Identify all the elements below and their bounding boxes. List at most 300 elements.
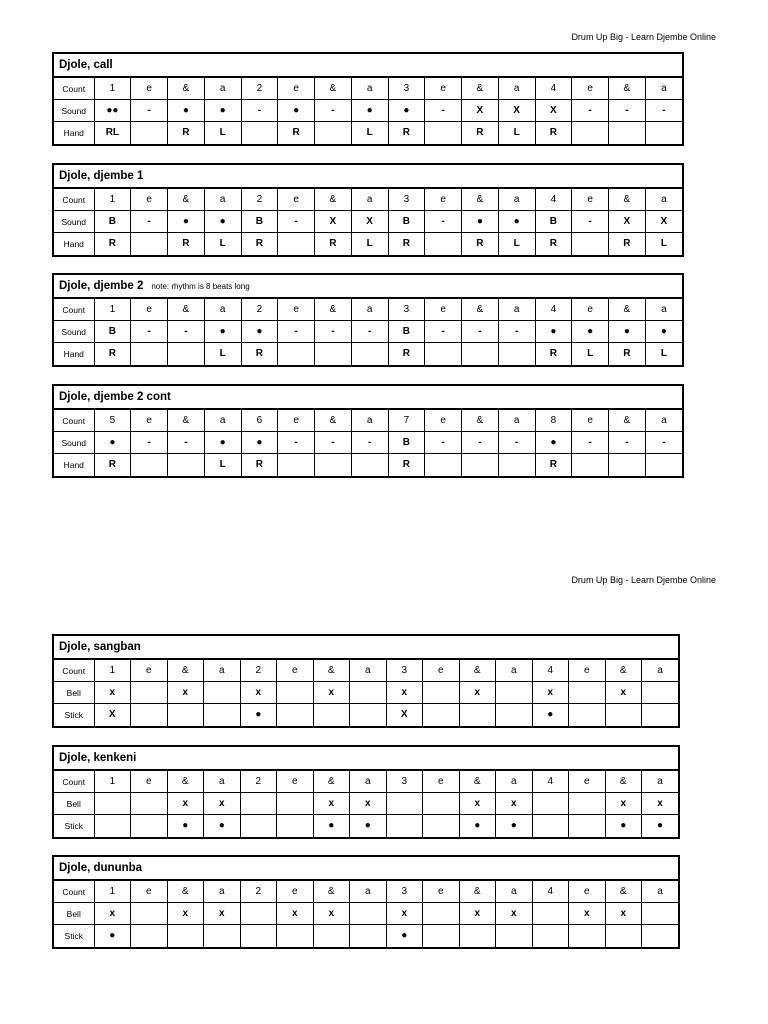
beat-cell: e	[572, 189, 609, 211]
beat-cell: ●	[204, 432, 241, 454]
beat-cell: B	[388, 211, 425, 233]
beat-cell: &	[167, 771, 204, 793]
beat-cell: 1	[94, 189, 131, 211]
beat-cell	[496, 704, 533, 726]
rhythm-table-djembe-2	[52, 273, 684, 367]
beat-cell: a	[642, 881, 679, 903]
table-note: note: rhythm is 8 beats long	[151, 282, 250, 291]
row-label: Count	[54, 410, 94, 432]
row-label: Stick	[54, 815, 94, 837]
row-label: Bell	[54, 793, 94, 815]
beat-cell: a	[204, 410, 241, 432]
beat-cell: X	[315, 211, 352, 233]
beat-cell	[569, 682, 606, 704]
beat-cell	[425, 233, 462, 255]
beat-cell: -	[462, 321, 499, 343]
beat-cell: 2	[241, 299, 278, 321]
beat-cell: ●	[496, 815, 533, 837]
beat-cell	[498, 343, 535, 365]
beat-cell: 4	[535, 78, 572, 100]
beat-cell: e	[425, 78, 462, 100]
beat-cell: x	[496, 903, 533, 925]
beat-cell: a	[642, 660, 679, 682]
beat-cell: X	[94, 704, 131, 726]
beat-cell: ●	[167, 815, 204, 837]
beat-cell: x	[459, 903, 496, 925]
beat-cell: 2	[240, 771, 277, 793]
beat-cell: a	[645, 78, 682, 100]
beat-cell	[425, 454, 462, 476]
beat-cell: -	[462, 432, 499, 454]
beat-cell	[350, 925, 387, 947]
beat-cell: -	[351, 432, 388, 454]
beat-cell	[315, 343, 352, 365]
beat-cell: &	[462, 299, 499, 321]
beat-cell	[168, 454, 205, 476]
beat-cell: X	[498, 100, 535, 122]
beat-cell: a	[496, 881, 533, 903]
beat-cell	[313, 925, 350, 947]
beat-cell: L	[351, 233, 388, 255]
beat-cell: x	[569, 903, 606, 925]
beat-cell: RL	[94, 122, 131, 144]
beat-cell	[532, 793, 569, 815]
beat-cell: x	[532, 682, 569, 704]
beat-cell: R	[241, 233, 278, 255]
beat-cell	[277, 793, 314, 815]
beat-cell	[532, 925, 569, 947]
row-label: Stick	[54, 704, 94, 726]
beat-cell: 1	[94, 299, 131, 321]
beat-cell: &	[605, 660, 642, 682]
beat-cell	[131, 903, 168, 925]
beat-cell: e	[131, 78, 168, 100]
row-label: Sound	[54, 100, 94, 122]
beat-cell: &	[459, 771, 496, 793]
beat-cell	[605, 704, 642, 726]
beat-cell	[423, 815, 460, 837]
beat-cell: x	[204, 903, 241, 925]
rhythm-table-dununba	[52, 855, 680, 949]
rhythm-table-kenkeni	[52, 745, 680, 839]
beat-cell: 3	[388, 299, 425, 321]
beat-cell	[350, 682, 387, 704]
beat-cell: &	[609, 299, 646, 321]
beat-cell: a	[204, 771, 241, 793]
beat-cell	[350, 704, 387, 726]
beat-cell: x	[459, 793, 496, 815]
beat-cell: e	[278, 299, 315, 321]
beat-cell: R	[388, 454, 425, 476]
beat-cell: e	[423, 660, 460, 682]
beat-cell: R	[388, 233, 425, 255]
beat-cell: 3	[388, 78, 425, 100]
beat-cell: e	[425, 410, 462, 432]
table-title-text: Djole, djembe 1	[59, 170, 144, 182]
beat-cell: 3	[386, 771, 423, 793]
beat-cell: ●	[204, 211, 241, 233]
beat-cell	[642, 925, 679, 947]
beat-cell: X	[386, 704, 423, 726]
beat-cell: L	[204, 122, 241, 144]
beat-cell: a	[498, 299, 535, 321]
beat-cell: 4	[535, 189, 572, 211]
beat-cell	[131, 233, 168, 255]
beat-cell: 4	[535, 299, 572, 321]
beat-cell	[642, 704, 679, 726]
beat-cell: -	[425, 321, 462, 343]
beat-cell: x	[240, 682, 277, 704]
beat-cell: R	[94, 233, 131, 255]
row-label: Count	[54, 771, 94, 793]
beat-cell: &	[315, 299, 352, 321]
beat-cell: &	[168, 189, 205, 211]
beat-cell: ●●	[94, 100, 131, 122]
beat-cell: L	[204, 454, 241, 476]
beat-cell: B	[388, 321, 425, 343]
table-title	[54, 636, 678, 659]
table-title	[54, 275, 682, 298]
beat-cell: &	[313, 881, 350, 903]
beat-cell: R	[168, 233, 205, 255]
beat-cell: -	[131, 321, 168, 343]
rhythm-grid	[54, 659, 678, 726]
beat-cell: a	[645, 410, 682, 432]
beat-cell	[645, 454, 682, 476]
row-sound	[54, 432, 682, 454]
row-count	[54, 78, 682, 100]
beat-cell: x	[167, 682, 204, 704]
beat-cell: a	[350, 881, 387, 903]
beat-cell: R	[388, 343, 425, 365]
table-title-text: Djole, djembe 2	[59, 280, 144, 292]
beat-cell	[240, 903, 277, 925]
beat-cell: -	[131, 211, 168, 233]
beat-cell: ●	[605, 815, 642, 837]
row-label: Count	[54, 78, 94, 100]
beat-cell: ●	[168, 100, 205, 122]
beat-cell: e	[423, 881, 460, 903]
row-sound	[54, 211, 682, 233]
beat-cell: &	[315, 78, 352, 100]
beat-cell: &	[462, 189, 499, 211]
beat-cell	[277, 682, 314, 704]
beat-cell: &	[605, 881, 642, 903]
beat-cell	[645, 122, 682, 144]
row-label: Hand	[54, 233, 94, 255]
beat-cell: -	[498, 321, 535, 343]
row-hand	[54, 343, 682, 365]
beat-cell: 4	[532, 881, 569, 903]
beat-cell: x	[605, 903, 642, 925]
beat-cell	[425, 343, 462, 365]
table-title-text: Djole, dununba	[59, 862, 143, 874]
beat-cell: a	[204, 660, 241, 682]
beat-cell: a	[351, 410, 388, 432]
row-count	[54, 771, 678, 793]
beat-cell: x	[605, 682, 642, 704]
beat-cell: -	[425, 211, 462, 233]
beat-cell	[386, 815, 423, 837]
beat-cell: L	[204, 343, 241, 365]
table-title-text: Djole, djembe 2 cont	[59, 391, 171, 403]
beat-cell	[609, 122, 646, 144]
beat-cell: x	[94, 682, 131, 704]
beat-cell	[423, 903, 460, 925]
row-label: Sound	[54, 211, 94, 233]
beat-cell: e	[572, 299, 609, 321]
beat-cell: a	[645, 299, 682, 321]
beat-cell: e	[278, 78, 315, 100]
beat-cell: B	[388, 432, 425, 454]
beat-cell: &	[313, 771, 350, 793]
beat-cell: a	[498, 189, 535, 211]
beat-cell: R	[94, 454, 131, 476]
beat-cell: X	[609, 211, 646, 233]
beat-cell	[240, 925, 277, 947]
beat-cell	[204, 682, 241, 704]
page-header-1: Drum Up Big - Learn Djembe Online	[571, 32, 716, 42]
beat-cell: e	[131, 771, 168, 793]
beat-cell: ●	[204, 815, 241, 837]
beat-cell: ●	[313, 815, 350, 837]
beat-cell	[423, 682, 460, 704]
beat-cell	[462, 343, 499, 365]
rhythm-grid	[54, 77, 682, 144]
beat-cell: e	[425, 299, 462, 321]
beat-cell: -	[572, 432, 609, 454]
beat-cell: R	[241, 343, 278, 365]
beat-cell: 1	[94, 660, 131, 682]
beat-cell	[496, 925, 533, 947]
beat-cell: x	[313, 793, 350, 815]
row-label: Hand	[54, 122, 94, 144]
beat-cell: &	[167, 881, 204, 903]
table-title	[54, 386, 682, 409]
row-bell	[54, 793, 678, 815]
beat-cell: ●	[535, 432, 572, 454]
beat-cell: L	[204, 233, 241, 255]
row-sound	[54, 321, 682, 343]
beat-cell: 1	[94, 78, 131, 100]
table-title-text: Djole, call	[59, 59, 113, 71]
beat-cell: R	[278, 122, 315, 144]
rhythm-grid	[54, 880, 678, 947]
rhythm-table-call	[52, 52, 684, 146]
table-title	[54, 747, 678, 770]
beat-cell: &	[315, 189, 352, 211]
beat-cell: L	[498, 122, 535, 144]
beat-cell	[572, 122, 609, 144]
beat-cell: x	[277, 903, 314, 925]
beat-cell	[278, 454, 315, 476]
rhythm-table-djembe-2-cont	[52, 384, 684, 478]
beat-cell: L	[645, 343, 682, 365]
beat-cell	[131, 122, 168, 144]
beat-cell	[315, 454, 352, 476]
beat-cell: a	[204, 78, 241, 100]
beat-cell: -	[645, 100, 682, 122]
beat-cell: -	[278, 211, 315, 233]
beat-cell	[204, 925, 241, 947]
row-bell	[54, 682, 678, 704]
beat-cell: ●	[642, 815, 679, 837]
beat-cell: x	[167, 903, 204, 925]
beat-cell: &	[609, 78, 646, 100]
beat-cell: -	[609, 100, 646, 122]
beat-cell	[609, 454, 646, 476]
beat-cell: ●	[572, 321, 609, 343]
beat-cell: X	[462, 100, 499, 122]
beat-cell: -	[351, 321, 388, 343]
beat-cell	[532, 903, 569, 925]
beat-cell: 8	[535, 410, 572, 432]
beat-cell: a	[350, 771, 387, 793]
beat-cell: 3	[386, 881, 423, 903]
beat-cell	[277, 815, 314, 837]
beat-cell: ●	[388, 100, 425, 122]
beat-cell: -	[572, 100, 609, 122]
beat-cell: ●	[645, 321, 682, 343]
beat-cell: X	[535, 100, 572, 122]
beat-cell: R	[241, 454, 278, 476]
beat-cell: R	[535, 343, 572, 365]
row-stick	[54, 704, 678, 726]
beat-cell: e	[572, 78, 609, 100]
beat-cell: a	[204, 299, 241, 321]
beat-cell: ●	[94, 925, 131, 947]
beat-cell: a	[351, 78, 388, 100]
beat-cell: R	[535, 122, 572, 144]
beat-cell: ●	[459, 815, 496, 837]
beat-cell: e	[572, 410, 609, 432]
beat-cell: e	[569, 771, 606, 793]
rhythm-table-sangban	[52, 634, 680, 728]
beat-cell: ●	[241, 432, 278, 454]
beat-cell: a	[496, 771, 533, 793]
beat-cell	[642, 903, 679, 925]
beat-cell	[204, 704, 241, 726]
beat-cell: e	[423, 771, 460, 793]
row-label: Bell	[54, 903, 94, 925]
beat-cell: e	[131, 881, 168, 903]
beat-cell: a	[645, 189, 682, 211]
beat-cell: 2	[241, 78, 278, 100]
rhythm-grid	[54, 770, 678, 837]
rhythm-grid	[54, 409, 682, 476]
beat-cell: a	[642, 771, 679, 793]
beat-cell	[131, 454, 168, 476]
beat-cell: 3	[388, 189, 425, 211]
row-stick	[54, 925, 678, 947]
rhythm-grid	[54, 298, 682, 365]
beat-cell: X	[351, 211, 388, 233]
beat-cell: R	[609, 343, 646, 365]
beat-cell: ●	[278, 100, 315, 122]
beat-cell	[569, 925, 606, 947]
beat-cell: x	[605, 793, 642, 815]
beat-cell: a	[498, 78, 535, 100]
beat-cell: 4	[532, 660, 569, 682]
beat-cell: e	[569, 881, 606, 903]
beat-cell: -	[425, 432, 462, 454]
beat-cell: &	[315, 410, 352, 432]
beat-cell: &	[167, 660, 204, 682]
beat-cell	[168, 343, 205, 365]
beat-cell: x	[386, 903, 423, 925]
beat-cell	[386, 793, 423, 815]
beat-cell: &	[168, 78, 205, 100]
row-count	[54, 410, 682, 432]
beat-cell: ●	[204, 100, 241, 122]
beat-cell: a	[496, 660, 533, 682]
beat-cell	[425, 122, 462, 144]
beat-cell	[240, 793, 277, 815]
beat-cell: &	[462, 410, 499, 432]
beat-cell: -	[278, 321, 315, 343]
beat-cell: ●	[609, 321, 646, 343]
beat-cell: 1	[94, 881, 131, 903]
beat-cell: &	[313, 660, 350, 682]
beat-cell: -	[498, 432, 535, 454]
beat-cell: ●	[350, 815, 387, 837]
beat-cell	[350, 903, 387, 925]
beat-cell: L	[645, 233, 682, 255]
beat-cell: L	[498, 233, 535, 255]
beat-cell: &	[609, 189, 646, 211]
beat-cell: -	[131, 100, 168, 122]
beat-cell: -	[572, 211, 609, 233]
row-label: Count	[54, 881, 94, 903]
beat-cell	[167, 704, 204, 726]
table-title	[54, 165, 682, 188]
table-title	[54, 857, 678, 880]
row-hand	[54, 122, 682, 144]
beat-cell: -	[168, 432, 205, 454]
beat-cell: ●	[462, 211, 499, 233]
beat-cell: R	[94, 343, 131, 365]
beat-cell: x	[167, 793, 204, 815]
row-count	[54, 299, 682, 321]
row-label: Hand	[54, 343, 94, 365]
beat-cell: R	[609, 233, 646, 255]
beat-cell	[351, 343, 388, 365]
beat-cell: -	[315, 100, 352, 122]
beat-cell: -	[315, 321, 352, 343]
beat-cell	[277, 925, 314, 947]
beat-cell: L	[351, 122, 388, 144]
beat-cell: a	[498, 410, 535, 432]
beat-cell: -	[425, 100, 462, 122]
beat-cell: e	[131, 660, 168, 682]
beat-cell	[131, 793, 168, 815]
beat-cell	[605, 925, 642, 947]
beat-cell: x	[496, 793, 533, 815]
beat-cell	[278, 233, 315, 255]
beat-cell: &	[168, 299, 205, 321]
beat-cell: -	[645, 432, 682, 454]
beat-cell: R	[462, 233, 499, 255]
beat-cell	[241, 122, 278, 144]
beat-cell: x	[386, 682, 423, 704]
beat-cell: a	[204, 881, 241, 903]
beat-cell: e	[131, 299, 168, 321]
beat-cell	[94, 815, 131, 837]
beat-cell	[240, 815, 277, 837]
beat-cell: x	[313, 903, 350, 925]
beat-cell: e	[278, 410, 315, 432]
beat-cell	[423, 925, 460, 947]
